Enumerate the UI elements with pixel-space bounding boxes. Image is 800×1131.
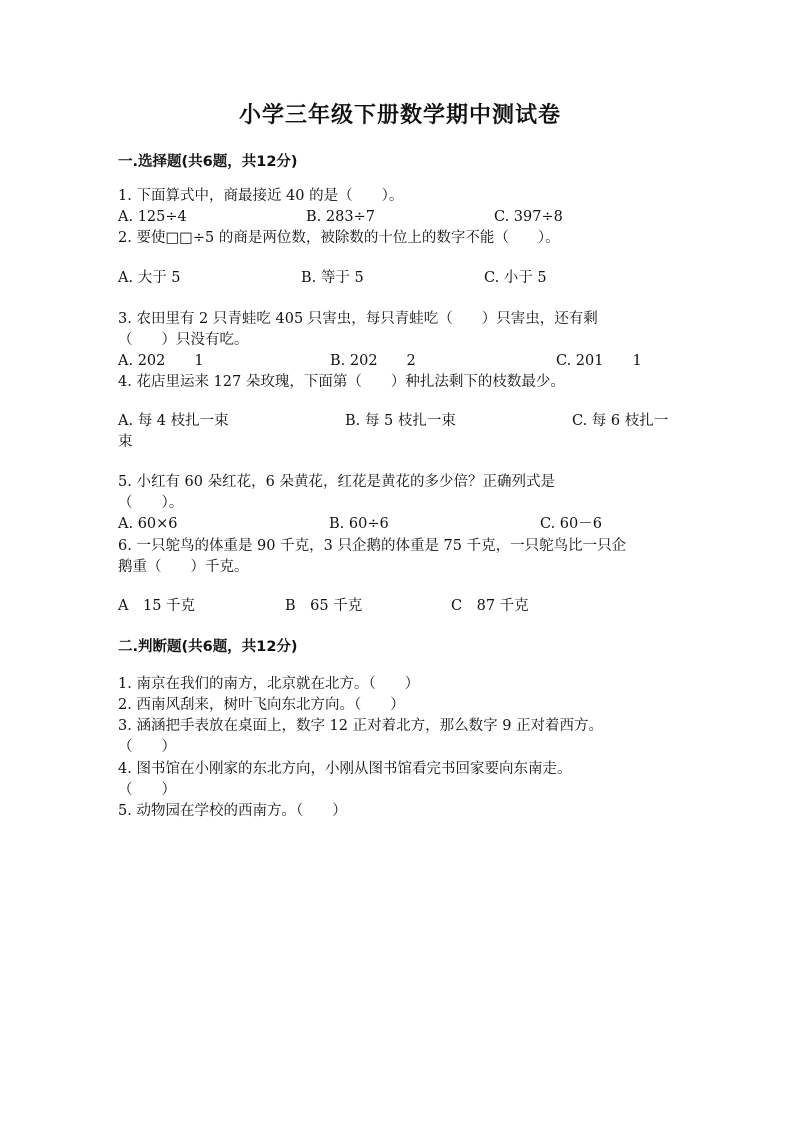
page-title: 小学三年级下册数学期中测试卷 — [238, 103, 561, 128]
question-5-text-line-1: 5. 小红有 60 朵红花，6 朵黄花，红花是黄花的多少倍？正确列式是 — [118, 474, 555, 490]
question-3-option-b: B. 202 2 — [330, 353, 416, 369]
question-4-option-a: A. 每 4 枝扎一束 — [118, 413, 229, 429]
question-6-text-line-1: 6. 一只鸵鸟的体重是 90 千克，3 只企鹅的体重是 75 千克，一只鸵鸟比一只企 — [118, 538, 627, 554]
question-5-option-b: B. 60÷6 — [329, 516, 389, 532]
question-3-option-c: C. 201 1 — [556, 353, 642, 369]
question-6-option-c: C 87 千克 — [451, 598, 529, 614]
question-1-text: 1. 下面算式中，商最接近 40 的是（ ）。 — [118, 188, 404, 204]
question-4-text: 4. 花店里运来 127 朵玫瑰，下面第（ ）种扎法剩下的枝数最少。 — [118, 374, 565, 390]
judgment-1: 1. 南京在我们的南方，北京就在北方。（ ） — [118, 676, 420, 692]
question-2-option-b: B. 等于 5 — [301, 270, 364, 286]
section-heading-judgment: 二.判断题(共6题，共12分) — [118, 639, 298, 655]
judgment-3-line-2: （ ） — [118, 739, 176, 755]
question-6-text-line-2: 鹅重（ ）千克。 — [118, 559, 249, 575]
judgment-4-line-1: 4. 图书馆在小刚家的东北方向，小刚从图书馆看完书回家要向东南走。 — [118, 761, 572, 777]
judgment-3-line-1: 3. 涵涵把手表放在桌面上，数字 12 正对着北方，那么数字 9 正对着西方。 — [118, 718, 604, 734]
question-1-option-a: A. 125÷4 — [118, 209, 187, 225]
judgment-4-line-2: （ ） — [118, 782, 176, 798]
question-4-option-c-wrap: 束 — [118, 434, 133, 450]
question-6-option-a: A 15 千克 — [118, 598, 196, 614]
question-4-option-c: C. 每 6 枝扎一 — [572, 413, 669, 429]
question-1-option-c: C. 397÷8 — [494, 209, 563, 225]
question-2-text: 2. 要使□□÷5 的商是两位数，被除数的十位上的数字不能（ ）。 — [118, 230, 560, 246]
question-3-text-line-1: 3. 农田里有 2 只青蛙吃 405 只害虫，每只青蛙吃（ ）只害虫，还有剩 — [118, 311, 598, 327]
question-2-option-c: C. 小于 5 — [484, 270, 547, 286]
question-1-option-b: B. 283÷7 — [306, 209, 375, 225]
question-3-text-line-2: （ ）只没有吃。 — [118, 332, 249, 348]
judgment-2: 2. 西南风刮来，树叶飞向东北方向。（ ） — [118, 697, 405, 713]
section-heading-choice: 一.选择题(共6题，共12分) — [118, 154, 298, 170]
judgment-5: 5. 动物园在学校的西南方。（ ） — [118, 803, 347, 819]
question-5-option-c: C. 60－6 — [540, 516, 602, 532]
question-3-option-a: A. 202 1 — [118, 353, 204, 369]
question-5-text-line-2: （ ）。 — [118, 495, 184, 511]
question-4-option-b: B. 每 5 枝扎一束 — [345, 413, 456, 429]
question-6-option-b: B 65 千克 — [285, 598, 363, 614]
question-2-option-a: A. 大于 5 — [118, 270, 181, 286]
question-5-option-a: A. 60×6 — [118, 516, 178, 532]
